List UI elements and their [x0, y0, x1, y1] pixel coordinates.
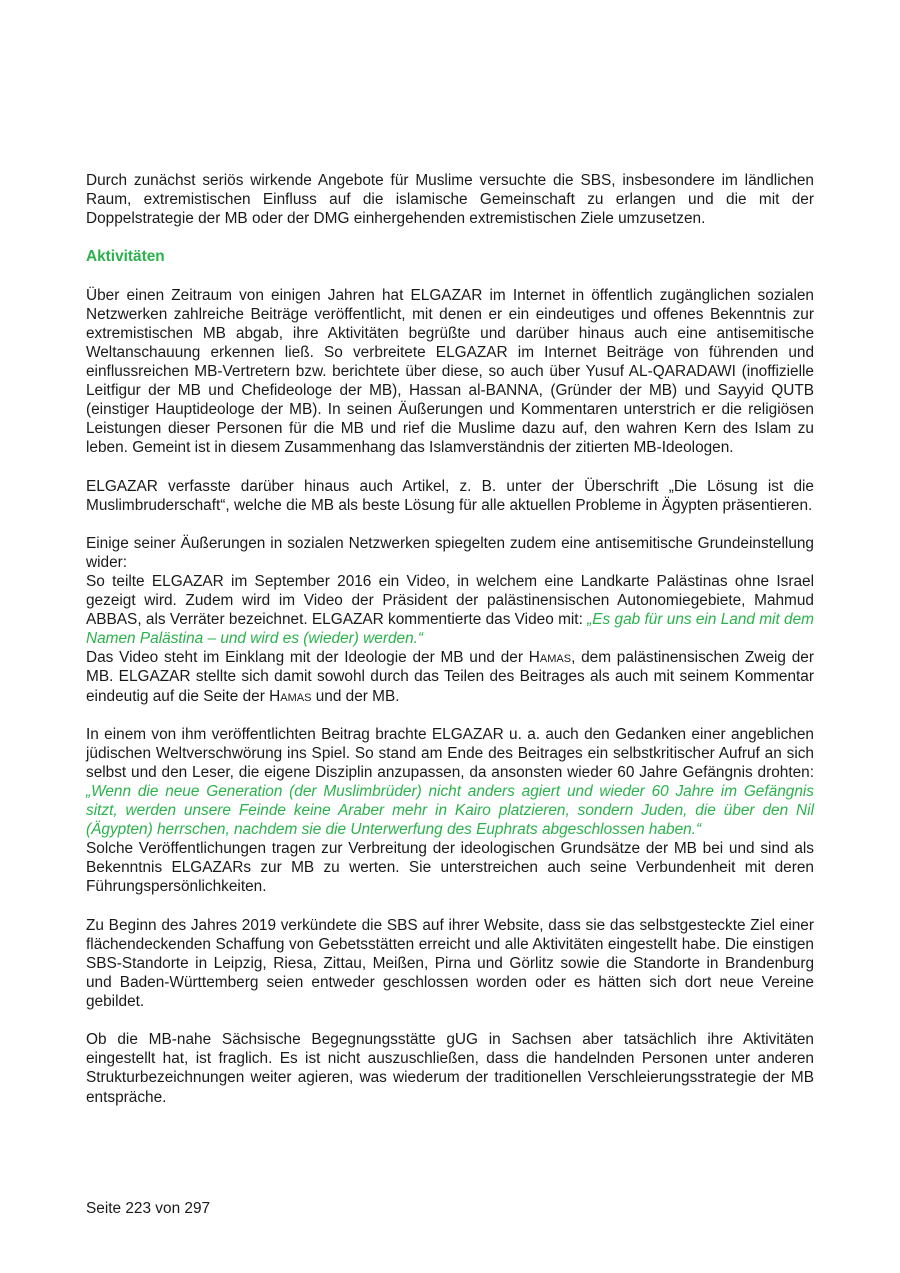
paragraph-conspiracy [86, 725, 814, 840]
hamas-text-2: , dem palästinensischen Zweig der MB. ELGAZAR stellte sich damit sowohl durch das Teilen des Beitrages als auch mit seinem Kommentar eindeutig auf die Seite der [86, 649, 814, 705]
page-number: Seite 223 von 297 [86, 1200, 211, 1217]
conspiracy-text: In einem von ihm veröffentlichten Beitrag brachte ELGAZAR u. a. auch den Gedanken einer angeblichen jüdischen Weltverschwörung ins Spiel. So stand am Ende des Beitrages ein selbstkritischer Aufruf an sich selbst und den Leser, die eigene Disziplin anzupassen, da ansonsten wieder 60 Jahre Gefängnis drohten: [86, 725, 814, 781]
paragraph-2019: Zu Beginn des Jahres 2019 verkündete die SBS auf ihrer Website, dass sie das selbstgesteckte Ziel einer flächendeckenden Schaffung von Gebetsstätten erreicht und alle Aktivitäten eingestellt habe. Die einstigen SBS-Standorte in Leipzig, Riesa, Zittau, Meißen, Pirna und Görlitz sowie die Standorte in Brandenburg und Baden-Württemberg seien entweder geschlossen worden oder es hätten sich dort neue Vereine gebildet. [86, 916, 814, 1011]
quote-palestine: „Es gab für uns ein Land mit dem Namen Palästina – und wird es (wieder) werden.“ [86, 611, 814, 648]
paragraph-video [86, 572, 814, 648]
video-text: So teilte ELGAZAR im September 2016 ein Video, in welchem eine Landkarte Palästinas ohne Israel gezeigt wird. Zudem wird im Video der Präsident der palästinensischen Autonomiegebiete, Mahmud ABBAS, als Verräter bezeichnet. ELGAZAR kommentierte das Video mit: [86, 572, 814, 629]
paragraph-publications: Solche Veröffentlichungen tragen zur Verbreitung der ideologischen Grundsätze der MB bei und sind als Bekenntnis ELGAZARs zur MB zu werten. Sie unterstreichen auch seine Verbundenheit mit deren Führungspersönlichkeiten. [86, 840, 814, 896]
paragraph-hamas [86, 648, 814, 705]
paragraph-activities: Über einen Zeitraum von einigen Jahren hat ELGAZAR im Internet in öffentlich zugänglichen sozialen Netzwerken zahlreiche Beiträge veröffentlicht, mit denen er ein eindeutiges und offenes Bekenntnis zur extremistischen MB abgab, ihre Aktivitäten begrüßte und darüber hinaus auch eine antisemitische Weltanschauung erkennen ließ. So verbreitete ELGAZAR im Internet Beiträge von führenden und einflussreichen MB-Vertretern bzw. berichtete über diese, so auch über Yusuf AL-QARADAWI (inoffizielle Leitfigur der MB und Chefideologe der MB), Hassan al-BANNA, (Gründer der MB) und Sayyid QUTB (einstiger Hauptideologe der MB). In seinen Äußerungen und Kommentaren unterstrich er die religiösen Leistungen dieser Personen für die MB und rief die Muslime dazu auf, den wahren Kern des Islam zu leben. Gemeint ist in diesem Zusammenhang das Islamverständnis der zitierten MB-Ideologen. [86, 286, 814, 457]
quote-generation: „Wenn die neue Generation (der Muslimbrüder) nicht anders agiert und wieder 60 Jahre im Gefängnis sitzt, werden unsere Feinde keine Araber mehr in Kairo platzieren, sondern Juden, die über den Nil (Ägypten) herrschen, nachdem sie die Unterwerfung des Euphrats abgeschlossen haben.“ [86, 783, 814, 839]
hamas-name: Hamas [269, 687, 312, 705]
paragraph-articles: ELGAZAR verfasste darüber hinaus auch Artikel, z. B. unter der Überschrift „Die Lösung ist die Muslimbruderschaft“, welche die MB als beste Lösung für alle aktuellen Probleme in Ägypten präsentieren. [86, 477, 814, 514]
paragraph-antisemitic-intro: Einige seiner Äußerungen in sozialen Netzwerken spiegelten zudem eine antisemitische Grundeinstellung wider: [86, 534, 814, 571]
hamas-name: Hamas [528, 649, 572, 667]
section-heading: Aktivitäten [86, 248, 165, 266]
hamas-text-1: Das Video steht im Einklang mit der Ideologie der MB und der [86, 649, 529, 667]
hamas-text-3: und der MB. [311, 687, 400, 705]
document-page [86, 171, 814, 1126]
intro-paragraph: Durch zunächst seriös wirkende Angebote für Muslime versuchte die SBS, insbesondere im ländlichen Raum, extremistischen Einfluss auf die islamische Gemeinschaft zu erlangen und die mit der Doppelstrategie der MB oder der DMG einhergehenden extremistischen Ziele umzusetzen. [86, 172, 814, 228]
paragraph-conclusion: Ob die MB-nahe Sächsische Begegnungsstätte gUG in Sachsen aber tatsächlich ihre Aktivitäten eingestellt hat, ist fraglich. Es ist nicht auszuschließen, dass die handelnden Personen unter anderen Strukturbezeichnungen weiter agieren, was wiederum der traditionellen Verschleierungsstrategie der MB entspräche. [86, 1031, 814, 1106]
